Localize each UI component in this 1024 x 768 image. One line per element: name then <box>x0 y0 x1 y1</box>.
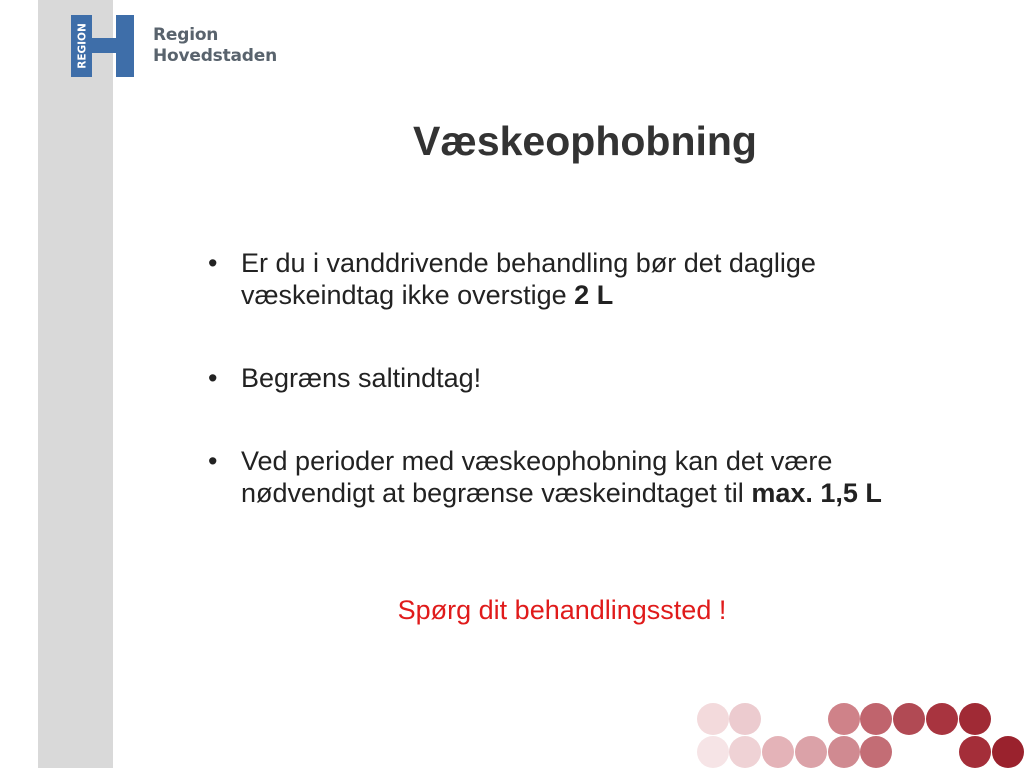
bullet-text: Begræns saltindtag! <box>241 363 482 393</box>
bullet-marker: • <box>208 363 218 393</box>
bullet-text: Ved perioder med væskeophobning kan det være nødvendigt at begrænse væskeindtaget til <box>241 446 833 508</box>
side-band <box>38 0 113 768</box>
decorative-dot <box>959 703 991 735</box>
bullet-list <box>208 247 928 560</box>
decorative-dot <box>729 703 761 735</box>
decorative-dot <box>697 703 729 735</box>
decorative-dot <box>828 703 860 735</box>
bullet-item <box>208 445 928 509</box>
decorative-dot <box>926 703 958 735</box>
decorative-dot <box>860 736 892 768</box>
decorative-dot <box>762 736 794 768</box>
bullet-item <box>208 247 928 311</box>
logo-mark-text: REGION <box>76 23 89 69</box>
bullet-text: Er du i vanddrivende behandling bør det daglige væskeindtag ikke overstige <box>241 248 816 310</box>
callout-text: Spørg dit behandlingssted ! <box>397 595 727 625</box>
slide-title: Væskeophobning <box>413 118 757 164</box>
bullet-marker: • <box>208 248 218 278</box>
region-logo-text <box>153 25 277 67</box>
decorative-dot <box>992 736 1024 768</box>
logo-line-1: Region <box>153 25 219 45</box>
decorative-dot <box>860 703 892 735</box>
decorative-dot <box>795 736 827 768</box>
region-logo-mark <box>71 15 134 77</box>
decorative-dot <box>893 703 925 735</box>
bullet-bold-text: 2 L <box>574 280 614 310</box>
decorative-dot <box>729 736 761 768</box>
decorative-dot <box>828 736 860 768</box>
bullet-bold-text: max. 1,5 L <box>751 478 882 508</box>
logo-line-2: Hovedstaden <box>153 46 278 66</box>
bullet-item <box>208 362 928 394</box>
decorative-dot <box>959 736 991 768</box>
bullet-marker: • <box>208 446 218 476</box>
decorative-dot <box>697 736 729 768</box>
